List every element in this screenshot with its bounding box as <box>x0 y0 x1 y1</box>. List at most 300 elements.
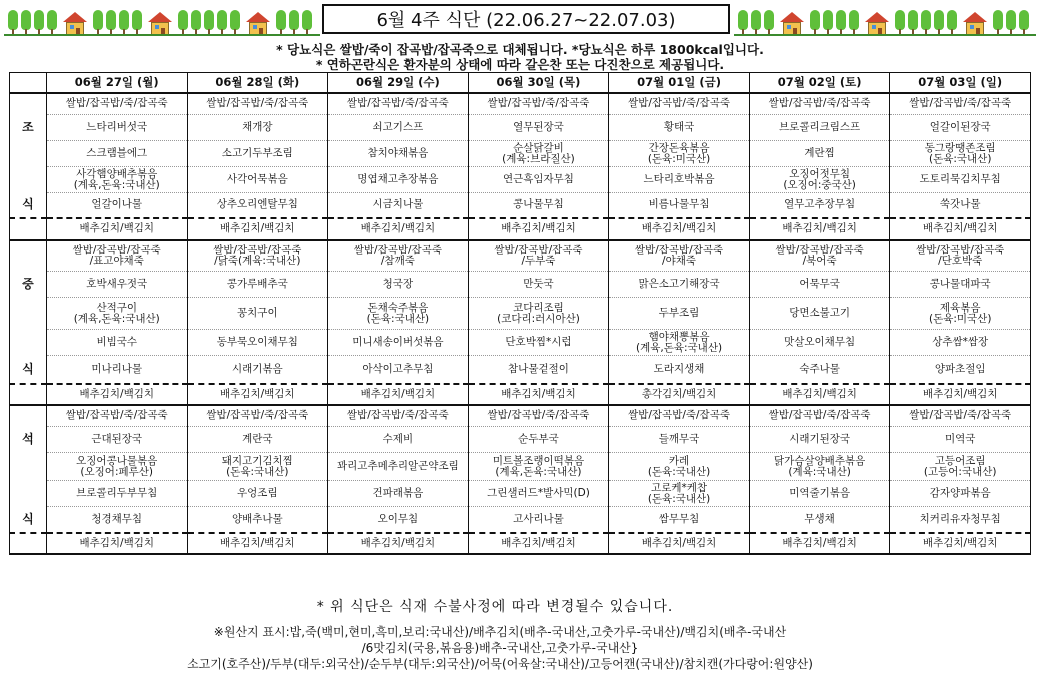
meal-label-spacer <box>10 218 47 240</box>
menu-cell <box>749 481 890 507</box>
day-header: 06월 28일 (화) <box>187 73 328 93</box>
menu-cell <box>46 356 187 384</box>
menu-item-text: 쌀밥/잡곡밥/잡곡죽 <box>775 243 864 256</box>
menu-item-text: 제육볶음 <box>939 301 981 314</box>
meal-label-spacer <box>10 533 47 554</box>
origin-line-3: 소고기(호주산)/두부(대두:외국산)/순두부(대두:외국산)/어묵(어육살:국내산)/고등어캔(국내산)/참치캔(가다랑어:원양산) <box>187 657 813 671</box>
menu-cell <box>749 93 890 115</box>
menu-cell <box>46 93 187 115</box>
menu-item-text: 명엽채고추장볶음 <box>357 173 439 185</box>
tree-icon <box>849 10 859 36</box>
menu-item-text: 미역줄기볶음 <box>789 487 851 499</box>
menu-item-text: /두부죽 <box>521 254 556 267</box>
menu-cell <box>46 298 187 330</box>
menu-cell <box>187 141 328 167</box>
menu-cell <box>609 141 750 167</box>
menu-cell <box>187 356 328 384</box>
menu-item-text: 호박새우젓국 <box>86 278 148 290</box>
day-header-row <box>10 73 1031 93</box>
tree-icon <box>93 10 103 36</box>
menu-item-text: 쌀밥/잡곡밥/죽/잡곡죽 <box>768 97 871 110</box>
menu-item-text: 맛살오이채무침 <box>784 336 856 348</box>
menu-item-text: (돈육:국내산) <box>647 465 711 478</box>
menu-cell <box>609 453 750 481</box>
ground-line-right <box>734 34 1036 36</box>
menu-item-text: (돈육:국내산) <box>928 152 992 165</box>
menu-item-text: 배추김치/백김치 <box>79 536 154 549</box>
menu-cell <box>468 115 609 141</box>
tree-icon <box>8 10 18 36</box>
menu-cell <box>187 453 328 481</box>
menu-cell <box>187 115 328 141</box>
menu-cell <box>328 533 469 554</box>
menu-item-text: (돈육:국내산) <box>366 312 430 325</box>
menu-cell <box>46 240 187 272</box>
house-icon <box>780 12 804 36</box>
menu-cell <box>749 115 890 141</box>
tree-icon <box>204 10 214 36</box>
menu-cell <box>890 507 1031 533</box>
menu-cell <box>468 405 609 427</box>
menu-item-text: 두부조림 <box>658 307 700 319</box>
tree-icon <box>836 10 846 36</box>
decoration-left <box>8 4 316 36</box>
menu-cell <box>749 298 890 330</box>
menu-cell <box>328 298 469 330</box>
menu-cell <box>328 507 469 533</box>
menu-item-text: 카레 <box>668 454 690 467</box>
day-header: 07월 02일 (토) <box>749 73 890 93</box>
meal-label-spacer <box>10 240 47 272</box>
menu-item-text: 참나물겉절이 <box>508 362 569 375</box>
menu-item-text: 도라지생채 <box>653 362 705 375</box>
menu-item-text: 쌀밥/잡곡밥/죽/잡곡죽 <box>65 409 168 422</box>
menu-cell <box>609 298 750 330</box>
menu-item-text: 동그랑땡존조림 <box>924 141 996 154</box>
menu-item-text: 쌀밥/잡곡밥/죽/잡곡죽 <box>628 409 730 422</box>
menu-item-text: 오징어젓무침 <box>789 167 851 180</box>
menu-row <box>10 298 1031 330</box>
menu-cell <box>749 427 890 453</box>
menu-item-text: 배추김치/백김치 <box>922 536 998 549</box>
menu-row <box>10 507 1031 533</box>
menu-cell <box>749 272 890 298</box>
menu-item-text: 쌀밥/잡곡밥/잡곡죽 <box>72 243 161 256</box>
menu-cell <box>468 507 609 533</box>
menu-item-text: 동부묵오이채무침 <box>216 336 298 348</box>
menu-cell <box>187 481 328 507</box>
menu-cell <box>468 93 609 115</box>
menu-cell <box>468 193 609 218</box>
menu-cell <box>187 330 328 356</box>
menu-item-text: 순두부국 <box>518 433 559 445</box>
menu-row <box>10 167 1031 193</box>
menu-cell <box>609 330 750 356</box>
menu-cell <box>890 298 1031 330</box>
tree-icon <box>106 10 116 36</box>
menu-item-text: 배추김치/백김치 <box>641 536 717 549</box>
menu-item-text: 콩나물무침 <box>513 198 564 211</box>
menu-item-text: 아삭이고추무침 <box>362 362 434 375</box>
menu-cell <box>187 193 328 218</box>
menu-cell <box>749 405 890 427</box>
menu-cell <box>749 218 890 240</box>
menu-cell <box>749 384 890 405</box>
menu-cell <box>749 240 890 272</box>
menu-item-text: (코다리:러시아산) <box>497 312 580 325</box>
menu-item-text: 쌀밥/잡곡밥/죽/잡곡죽 <box>909 409 1012 422</box>
menu-item-text: 배추김치/백김치 <box>79 222 154 234</box>
origin-line-1: ※원산지 표시:밥,죽(백미,현미,흑미,보리:국내산)/배추김치(배추-국내산,고춧가루-국내산)/백김치(배추-국내산 <box>213 625 787 639</box>
menu-cell <box>890 272 1031 298</box>
menu-item-text: 배추김치/백김치 <box>922 387 998 400</box>
menu-item-text: 오징어콩나물볶음 <box>76 454 158 467</box>
menu-item-text: 열무고추장무침 <box>784 198 856 211</box>
menu-item-text: (오징어:페루산) <box>80 465 154 478</box>
menu-cell <box>609 115 750 141</box>
tree-icon <box>908 10 918 36</box>
menu-cell <box>890 356 1031 384</box>
menu-cell <box>890 330 1031 356</box>
menu-item-text: 쌀밥/잡곡밥/잡곡죽 <box>213 243 302 256</box>
menu-item-text: 쌀밥/잡곡밥/죽/잡곡죽 <box>206 409 309 422</box>
meal-label-bottom: 식 <box>10 356 47 384</box>
menu-item-text: 배추김치/백김치 <box>501 222 576 234</box>
menu-cell <box>609 272 750 298</box>
menu-row <box>10 240 1031 272</box>
menu-cell <box>890 453 1031 481</box>
menu-item-text: 쌀밥/잡곡밥/죽/잡곡죽 <box>487 97 590 110</box>
menu-cell <box>46 167 187 193</box>
menu-cell <box>187 218 328 240</box>
menu-row <box>10 141 1031 167</box>
menu-cell <box>468 453 609 481</box>
menu-cell <box>749 193 890 218</box>
menu-cell <box>46 272 187 298</box>
menu-item-text: 건파래볶음 <box>372 487 424 499</box>
menu-row <box>10 272 1031 298</box>
menu-item-text: /단호박죽 <box>938 254 983 267</box>
menu-item-text: 들깨무국 <box>658 433 700 445</box>
menu-cell <box>468 384 609 405</box>
menu-cell <box>749 330 890 356</box>
menu-cell <box>328 218 469 240</box>
menu-cell <box>328 93 469 115</box>
menu-cell <box>468 141 609 167</box>
menu-item-text: 감자양파볶음 <box>929 487 991 499</box>
menu-cell <box>749 507 890 533</box>
menu-item-text: 어묵무국 <box>799 278 840 290</box>
menu-row <box>10 384 1031 405</box>
menu-item-text: 닭가슴살양배추볶음 <box>773 454 866 467</box>
menu-cell <box>46 453 187 481</box>
menu-item-text: 배추김치/백김치 <box>360 222 436 234</box>
menu-item-text: 우엉조림 <box>237 487 278 499</box>
house-icon <box>865 12 889 36</box>
menu-cell <box>468 240 609 272</box>
menu-item-text: 고로케*케찹 <box>651 481 708 494</box>
menu-item-text: (돈육:국내산) <box>226 465 289 478</box>
meal-label-top: 중 <box>10 272 47 298</box>
menu-item-text: 수제비 <box>382 433 414 445</box>
day-header: 06월 30일 (목) <box>468 73 609 93</box>
menu-item-text: 쌀밥/잡곡밥/죽/잡곡죽 <box>346 97 449 110</box>
menu-item-text: 맑은소고기해장국 <box>638 278 720 290</box>
menu-item-text: 콩가루배추국 <box>226 278 288 290</box>
house-icon <box>963 12 987 36</box>
menu-item-text: /닭죽(계육:국내산) <box>214 254 301 267</box>
menu-cell <box>187 240 328 272</box>
tree-icon <box>119 10 129 36</box>
meal-label-spacer <box>10 481 47 507</box>
menu-item-text: 쌀밥/잡곡밥/죽/잡곡죽 <box>487 409 590 422</box>
menu-item-text: 꽈리고추메추리알곤약조림 <box>337 460 459 472</box>
tree-icon <box>738 10 748 36</box>
meal-label-spacer <box>10 298 47 330</box>
menu-cell <box>187 533 328 554</box>
menu-cell <box>890 405 1031 427</box>
tree-icon <box>302 10 312 36</box>
menu-cell <box>328 193 469 218</box>
menu-item-text: (계육:국내산) <box>788 465 851 478</box>
menu-cell <box>187 507 328 533</box>
menu-cell <box>328 481 469 507</box>
menu-item-text: 계란찜 <box>804 147 835 159</box>
meal-label-bottom: 식 <box>10 507 47 533</box>
menu-cell <box>468 481 609 507</box>
menu-item-text: 배추김치/백김치 <box>782 536 857 549</box>
menu-item-text: 무생채 <box>804 512 835 525</box>
menu-cell <box>890 384 1031 405</box>
menu-item-text: 미니새송이버섯볶음 <box>352 336 444 348</box>
menu-item-text: (계육:브라질산) <box>502 152 575 165</box>
menu-cell <box>328 453 469 481</box>
menu-cell <box>187 405 328 427</box>
menu-cell <box>468 167 609 193</box>
menu-cell <box>609 533 750 554</box>
tree-icon <box>47 10 57 36</box>
tree-icon <box>947 10 957 36</box>
menu-item-text: (돈육:미국산) <box>928 312 992 325</box>
menu-item-text: 브로콜리두부무침 <box>76 487 158 499</box>
tree-icon <box>289 10 299 36</box>
menu-cell <box>187 298 328 330</box>
menu-cell <box>328 141 469 167</box>
menu-item-text: 청경채무침 <box>91 512 143 525</box>
tree-icon <box>178 10 188 36</box>
menu-item-text: 고사리나물 <box>513 512 564 525</box>
menu-row <box>10 405 1031 427</box>
menu-item-text: 꽁치구이 <box>237 307 278 319</box>
tree-icon <box>132 10 142 36</box>
menu-cell <box>609 481 750 507</box>
menu-item-text: 단호박찜*시럽 <box>505 336 572 348</box>
menu-cell <box>749 356 890 384</box>
menu-cell <box>749 533 890 554</box>
menu-item-text: 고등어조림 <box>934 454 986 467</box>
menu-cell <box>46 405 187 427</box>
menu-row <box>10 356 1031 384</box>
meal-label-top: 석 <box>10 427 47 453</box>
menu-cell <box>890 193 1031 218</box>
menu-item-text: 만둣국 <box>523 278 554 290</box>
tree-icon <box>230 10 240 36</box>
menu-cell <box>328 405 469 427</box>
tree-icon <box>751 10 761 36</box>
menu-item-text: 배추김치/백김치 <box>501 536 576 549</box>
menu-item-text: (계육,돈육:국내산) <box>73 178 160 191</box>
menu-item-text: 쌀밥/잡곡밥/잡곡죽 <box>916 243 1005 256</box>
meal-label-top: 조 <box>10 115 47 141</box>
menu-cell <box>46 141 187 167</box>
menu-cell <box>609 93 750 115</box>
header-banner <box>0 0 1040 38</box>
menu-cell <box>46 427 187 453</box>
house-icon <box>63 12 87 36</box>
menu-item-text: 도토리묵김치무침 <box>919 173 1001 185</box>
menu-item-text: 쑥갓나물 <box>939 198 981 211</box>
menu-item-text: /북어죽 <box>802 254 837 267</box>
menu-cell <box>890 533 1031 554</box>
menu-cell <box>468 356 609 384</box>
menu-cell <box>890 481 1031 507</box>
menu-cell <box>749 167 890 193</box>
menu-item-text: /야채죽 <box>662 254 697 267</box>
menu-cell <box>890 427 1031 453</box>
tree-icon <box>191 10 201 36</box>
menu-item-text: 숙주나물 <box>799 362 840 375</box>
menu-item-text: 햄야채뽕볶음 <box>648 330 710 343</box>
corner-cell <box>10 73 47 93</box>
menu-cell <box>609 167 750 193</box>
menu-item-text: 계란국 <box>242 433 273 445</box>
menu-item-text: 쌀밥/잡곡밥/죽/잡곡죽 <box>768 409 871 422</box>
menu-cell <box>328 240 469 272</box>
menu-cell <box>328 330 469 356</box>
menu-cell <box>609 427 750 453</box>
menu-cell <box>609 240 750 272</box>
menu-item-text: 시래기된장국 <box>789 433 851 445</box>
menu-item-text: /참깨죽 <box>380 254 415 267</box>
menu-cell <box>46 115 187 141</box>
menu-cell <box>468 330 609 356</box>
menu-item-text: 쌀밥/잡곡밥/죽/잡곡죽 <box>206 97 309 110</box>
menu-item-text: 비빔국수 <box>96 336 138 348</box>
menu-cell <box>749 453 890 481</box>
menu-cell <box>609 356 750 384</box>
menu-item-text: (돈육:국내산) <box>647 492 711 505</box>
tree-icon <box>993 10 1003 36</box>
tree-icon <box>21 10 31 36</box>
menu-cell <box>328 272 469 298</box>
menu-item-text: 쌀밥/잡곡밥/죽/잡곡죽 <box>346 409 449 422</box>
menu-item-text: 배추김치/백김치 <box>220 536 295 549</box>
menu-row <box>10 481 1031 507</box>
menu-item-text: 얼갈이된장국 <box>929 121 991 133</box>
menu-item-text: 양배추나물 <box>231 512 283 525</box>
menu-cell <box>609 193 750 218</box>
menu-cell <box>328 384 469 405</box>
menu-cell <box>46 218 187 240</box>
menu-cell <box>890 93 1031 115</box>
meal-label-spacer <box>10 330 47 356</box>
menu-item-text: (계육,돈육:국내산) <box>495 465 582 478</box>
menu-item-text: (고등어:국내산) <box>923 465 997 478</box>
menu-item-text: /표고야채죽 <box>89 254 144 267</box>
menu-item-text: 얼갈이나물 <box>91 198 143 211</box>
menu-item-text: 미트볼조랭이떡볶음 <box>492 454 585 467</box>
menu-item-text: 그린샐러드*발사믹(D) <box>487 487 590 499</box>
menu-cell <box>468 533 609 554</box>
tree-icon <box>934 10 944 36</box>
meal-label-spacer <box>10 405 47 427</box>
menu-item-text: 오이무침 <box>377 512 419 525</box>
menu-item-text: 치커리유자청무침 <box>919 512 1001 525</box>
menu-item-text: 간장돈육볶음 <box>648 141 710 154</box>
menu-table <box>9 72 1031 555</box>
tree-icon <box>217 10 227 36</box>
day-header: 06월 27일 (월) <box>46 73 187 93</box>
decoration-right <box>738 4 1034 36</box>
meal-label-spacer <box>10 453 47 481</box>
menu-item-text: 코다리조림 <box>513 301 564 314</box>
menu-item-text: 배추김치/백김치 <box>360 536 436 549</box>
menu-cell <box>609 218 750 240</box>
menu-cell <box>749 141 890 167</box>
tree-icon <box>895 10 905 36</box>
menu-item-text: 열무된장국 <box>513 121 564 133</box>
menu-item-text: 배추김치/백김치 <box>79 387 154 400</box>
menu-cell <box>328 427 469 453</box>
menu-item-text: 당면소불고기 <box>789 307 851 319</box>
menu-cell <box>46 330 187 356</box>
menu-cell <box>468 218 609 240</box>
menu-item-text: 미역국 <box>944 433 976 445</box>
menu-item-text: 배추김치/백김치 <box>501 387 576 400</box>
menu-cell <box>890 141 1031 167</box>
meal-label-spacer <box>10 141 47 167</box>
menu-cell <box>328 356 469 384</box>
menu-item-text: 소고기두부조림 <box>221 147 293 159</box>
menu-cell <box>468 427 609 453</box>
menu-item-text: 배추김치/백김치 <box>782 222 857 234</box>
meal-label-spacer <box>10 384 47 405</box>
menu-item-text: 스크램블에그 <box>86 147 148 159</box>
meal-label-bottom: 식 <box>10 193 47 218</box>
tree-icon <box>276 10 286 36</box>
menu-cell <box>187 384 328 405</box>
menu-item-text: 황태국 <box>663 121 695 133</box>
menu-item-text: 브로콜리크림스프 <box>779 121 861 133</box>
menu-item-text: 사각햄양배추볶음 <box>76 167 158 180</box>
menu-cell <box>890 115 1031 141</box>
house-icon <box>148 12 172 36</box>
tree-icon <box>34 10 44 36</box>
notice-dysphagia: * 연하곤란식은 환자분의 상태에 따라 갈은찬 또는 다진찬으로 제공됩니다. <box>315 57 725 72</box>
day-header: 07월 01일 (금) <box>609 73 750 93</box>
menu-item-text: 양파초절임 <box>934 362 986 375</box>
menu-item-text: 느타리버섯국 <box>86 121 148 133</box>
day-header: 07월 03일 (일) <box>890 73 1031 93</box>
origin-line-2: /6맛김치(국용,볶음용)배추-국내산,고춧가루-국내산} <box>361 641 639 655</box>
meal-label-spacer <box>10 167 47 193</box>
menu-item-text: 쌀밥/잡곡밥/죽/잡곡죽 <box>909 97 1012 110</box>
menu-item-text: 참치야채볶음 <box>367 147 429 159</box>
menu-item-text: 순살닭갈비 <box>513 141 564 154</box>
tree-icon <box>764 10 774 36</box>
menu-item-text: 비름나물무침 <box>648 198 710 211</box>
menu-cell <box>46 533 187 554</box>
